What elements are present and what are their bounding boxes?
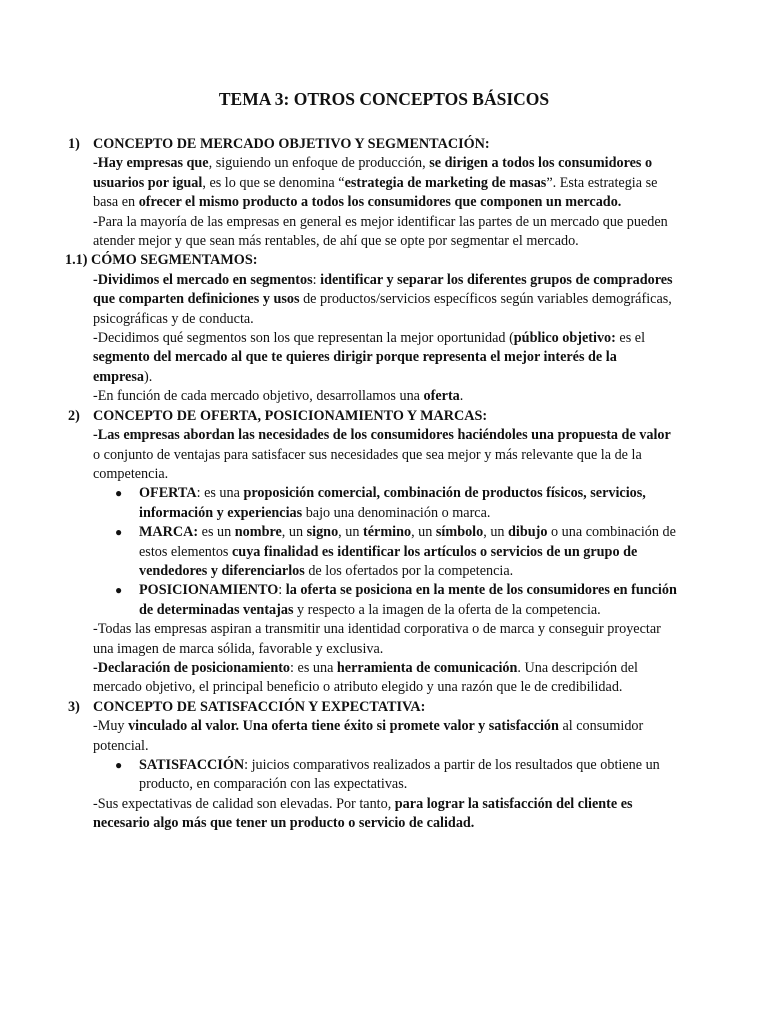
- bold-text-run: dibujo: [508, 524, 548, 541]
- bullet-text: [139, 582, 677, 617]
- text-run: o conjunto de ventajas para satisfacer sus necesidades que sea mejor y más relevante que la de la competencia.: [93, 446, 642, 482]
- text-run: bajo una denominación o marca.: [302, 504, 491, 521]
- bold-text-run: POSICIONAMIENTO: [139, 582, 279, 599]
- bold-text-run: vinculado al valor. Una oferta tiene éxito si promete valor y satisfacción: [128, 718, 559, 735]
- paragraph: [0, 387, 678, 406]
- text-run: . Una descripción del mercado objetivo, el principal beneficio o atributo elegido y una razón que le de credibilidad.: [93, 659, 638, 696]
- text-run: , un: [483, 524, 509, 541]
- bold-text-run: cuya finalidad es identificar los artículos o servicios de un grupo de vendedores y diferenciarlos: [139, 543, 638, 579]
- text-run: : es una: [196, 485, 244, 502]
- text-run: .: [459, 388, 464, 405]
- text-run: -Decidimos qué segmentos son los que representan la mejor oportunidad (: [93, 330, 514, 347]
- section-number: 2): [68, 407, 80, 424]
- bold-text-run: identificar y separar los diferentes grupos de compradores que comparten definiciones y usos: [93, 271, 673, 308]
- text-run: de productos/servicios específicos según variables demográficas, psicográficas y de conducta.: [93, 291, 672, 327]
- paragraph: [0, 620, 678, 659]
- text-run: ”. Esta estrategia se basa en: [93, 174, 658, 211]
- section-1-heading: [0, 135, 678, 154]
- text-run: ).: [143, 368, 153, 385]
- bullet-text: [139, 524, 676, 579]
- bold-text-run: -Hay empresas que: [93, 155, 209, 172]
- bold-text-run: ofrecer el mismo producto a todos los consumidores que componen un mercado.: [138, 194, 622, 211]
- text-run: -En función de cada mercado objetivo, desarrollamos una: [93, 388, 424, 405]
- text-run: , es lo que se denomina “: [202, 174, 345, 191]
- section-2-heading: [0, 407, 678, 426]
- bullet-icon: ●: [115, 758, 123, 772]
- text-run: de los ofertados por la competencia.: [304, 562, 514, 579]
- bullet-icon: ●: [115, 486, 123, 501]
- paragraph: [0, 717, 678, 756]
- bold-text-run: signo: [306, 524, 339, 541]
- text-run: o una combinación de estos elementos: [139, 524, 676, 560]
- section-title: CÓMO SEGMENTAMOS:: [91, 252, 258, 269]
- bold-text-run: proposición comercial, combinación de productos físicos, servicios, información y experiencias: [139, 485, 646, 521]
- paragraph: [0, 213, 678, 252]
- bold-text-run: -Declaración de posicionamiento: [93, 659, 291, 676]
- paragraph: [0, 154, 678, 212]
- paragraph: [0, 795, 678, 834]
- bold-text-run: para lograr la satisfacción del cliente es necesario algo más que tener un producto o servicio de calidad.: [93, 795, 633, 832]
- text-run: -Muy: [93, 718, 129, 735]
- text-run: -Sus expectativas de calidad son elevadas. Por tanto,: [93, 795, 395, 812]
- bold-text-run: -Dividimos el mercado en segmentos: [93, 271, 313, 288]
- text-run: : es una: [290, 659, 337, 676]
- text-run: , un: [338, 524, 363, 541]
- bullet-text: [139, 757, 660, 792]
- bold-text-run: herramienta de comunicación: [336, 659, 518, 676]
- section-number: 3): [68, 698, 80, 715]
- text-run: -Para la mayoría de las empresas en general es mejor identificar las partes de un mercado que pueden atender mejor y que sean más rentables, de ahí que se opte por segmentar el mercado.: [93, 213, 668, 250]
- bold-text-run: OFERTA: [139, 485, 197, 502]
- paragraph: [0, 271, 678, 329]
- bold-text-run: símbolo: [435, 524, 484, 541]
- paragraph: [0, 329, 678, 387]
- text-run: : juicios comparativos realizados a partir de los resultados que obtiene un producto, en comparación con las expectativas.: [139, 757, 660, 793]
- paragraph: [0, 659, 678, 698]
- paragraph: [0, 426, 678, 484]
- text-run: :: [312, 271, 321, 288]
- bullet-item-satisfaccion: [0, 756, 679, 795]
- bold-text-run: SATISFACCIÓN: [139, 757, 245, 773]
- document-body: [0, 135, 768, 834]
- bold-text-run: segmento del mercado al que te quieres dirigir porque representa el mejor interés de la empresa: [93, 349, 617, 385]
- text-run: es un: [198, 524, 235, 541]
- bullet-icon: ●: [115, 525, 123, 540]
- text-run: , un: [411, 524, 436, 541]
- page-title: TEMA 3: OTROS CONCEPTOS BÁSICOS: [218, 89, 550, 109]
- bullet-text: [139, 485, 646, 520]
- text-run: :: [278, 582, 286, 599]
- text-run: y respecto a la imagen de la oferta de la competencia.: [293, 601, 601, 618]
- bold-text-run: público objetivo:: [513, 330, 616, 347]
- bold-text-run: MARCA:: [139, 524, 199, 541]
- bold-text-run: oferta: [423, 388, 460, 405]
- bullet-icon: ●: [115, 583, 123, 598]
- bold-text-run: término: [363, 524, 412, 541]
- text-run: -Todas las empresas aspiran a transmitir una identidad corporativa o de marca y conseguir proyectar una imagen de marca sólida, favorable y exclusiva.: [93, 621, 661, 657]
- bullet-item-oferta: [0, 484, 679, 523]
- bold-text-run: nombre: [234, 524, 282, 541]
- section-title: CONCEPTO DE SATISFACCIÓN Y EXPECTATIVA:: [93, 698, 426, 715]
- text-run: , un: [281, 524, 307, 541]
- bullet-item-marca: [0, 523, 679, 581]
- section-3-heading: [0, 698, 678, 717]
- bold-text-run: estrategia de marketing de masas: [344, 174, 547, 191]
- text-run: es el: [615, 330, 646, 347]
- bullet-item-posicionamiento: [0, 581, 679, 620]
- bold-text-run: la oferta se posiciona en la mente de los consumidores en función de determinadas ventajas: [139, 582, 677, 618]
- bold-text-run: -Las empresas abordan las necesidades de los consumidores haciéndoles una propuesta de valor: [93, 427, 671, 444]
- section-1-1-heading: [0, 251, 650, 270]
- text-run: , siguiendo un enfoque de producción,: [208, 155, 430, 172]
- section-number: 1): [68, 136, 80, 152]
- section-number: 1.1): [65, 252, 88, 269]
- text-run: al consumidor potencial.: [93, 718, 644, 754]
- bold-text-run: se dirigen a todos los consumidores o usuarios por igual: [93, 155, 653, 191]
- section-title: CONCEPTO DE MERCADO OBJETIVO Y SEGMENTACIÓN:: [93, 136, 490, 152]
- section-title: CONCEPTO DE OFERTA, POSICIONAMIENTO Y MARCAS:: [93, 407, 488, 424]
